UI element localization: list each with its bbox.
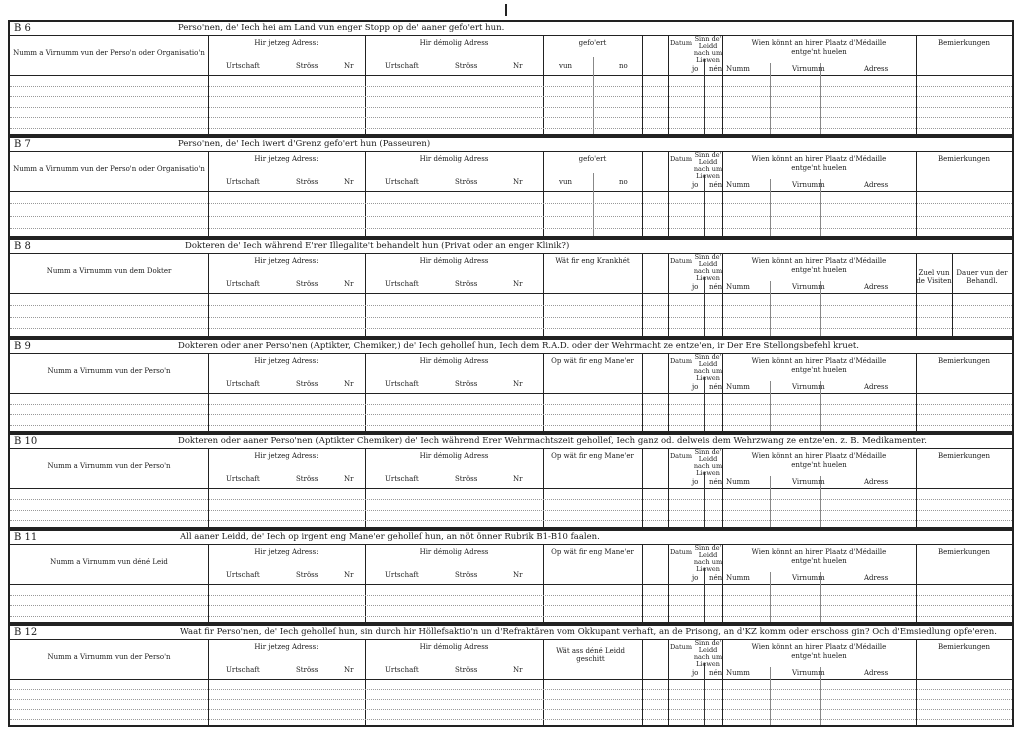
entry-line [10,499,1012,500]
column-divider [365,639,366,725]
column-divider [208,253,209,336]
entry-line [10,128,1012,129]
name-column-header: Numm a Virnumm vun der Perso'n oder Organisatio'n [13,165,205,173]
current-number-label: Nr [344,475,354,483]
current-street-label: Ströss [296,280,319,288]
former-number-label: Nr [513,280,523,288]
top-tick-mark [505,4,507,16]
medal-address-label: Adress [864,181,889,189]
medal-surname-label: Numm [726,478,750,486]
section-b12 [8,624,1014,727]
current-street-label: Ströss [296,62,319,70]
medal-firstname-label: Virnumm [792,669,825,677]
name-column-header: Numm a Virnumm vun dem Dokter [46,267,172,275]
section-code: B 6 [14,23,31,34]
former-street-label: Ströss [455,178,478,186]
medal-address-label: Adress [864,383,889,391]
section-code: B 8 [14,241,31,252]
column-divider [916,639,917,725]
medal-firstname-label: Virnumm [792,574,825,582]
current-street-label: Ströss [296,380,319,388]
section-header [10,22,1012,36]
no-label: nén [709,669,723,677]
current-address-header: Hir jetzeg Adress: [254,39,319,47]
former-place-label: Urtschaft [385,380,419,388]
column-divider [952,253,953,336]
current-place-label: Urtschaft [226,380,260,388]
column-divider [642,353,643,431]
section-title: Dokteren de' Iech während E'rer Illegalite't behandelt hun (Privat oder an enger Klinik?) [185,241,570,251]
yes-no-divider [704,175,705,236]
former-number-label: Nr [513,178,523,186]
section-title: All aaner Leidd, de' Iech op irgent eng Mane'er geholleſ hun, an nöt önner Rubrik B1-B10 faalen. [180,532,600,542]
section-title: Waat fir Perso'nen, de' Iech geholleſ hun, sin durch hir Höllefsaktio'n un d'Refraktären vom Okkupant verhaft, an de Prisong, an d'KZ komm oder erschoss gin? Och d'Emsiedlung opfe'eren. [180,627,997,637]
column-divider [208,151,209,236]
date-column-header: Datum [669,39,693,47]
current-place-label: Urtschaft [226,280,260,288]
section-b9 [8,338,1014,433]
medal-firstname-label: Virnumm [792,65,825,73]
current-number-label: Nr [344,666,354,674]
former-address-header: Hir démolig Adress [419,357,489,365]
yes-label: jo [692,383,699,391]
entry-line [10,425,1012,426]
column-divider [642,35,643,134]
middle-column-header: gefo'ert [578,39,607,47]
medal-surname-label: Numm [726,283,750,291]
middle-column-header: Op wät fir eng Mane'er [551,452,634,460]
column-divider [668,151,669,236]
no-label: nén [709,181,723,189]
column-header-divider [10,679,1012,680]
former-address-header: Hir démolig Adress [419,155,489,163]
column-divider [642,639,643,725]
surname-divider [770,572,771,622]
entry-line [10,305,1012,306]
column-divider [365,253,366,336]
medal-firstname-label: Virnumm [792,383,825,391]
medal-address-label: Adress [864,283,889,291]
section-header [10,435,1012,449]
entry-line [10,709,1012,710]
former-number-label: Nr [513,62,523,70]
yes-label: jo [692,181,699,189]
date-column-header: Datum [669,548,693,556]
current-number-label: Nr [344,280,354,288]
medal-firstname-label: Virnumm [792,478,825,486]
questionnaire-form [8,0,1014,731]
column-divider [208,639,209,725]
former-number-label: Nr [513,475,523,483]
name-column-header: Numm a Virnumm vun der Perso'n oder Organisatio'n [13,49,205,57]
entry-line [10,414,1012,415]
section-title: Perso'nen, de' Iech hei am Land vun enger Stopp op de' aaner gefo'ert hun. [178,23,505,33]
entry-line [10,605,1012,606]
no-label: nén [709,574,723,582]
current-address-header: Hir jetzeg Adress: [254,257,319,265]
former-place-label: Urtschaft [385,571,419,579]
column-divider [916,253,917,336]
date-column-header: Datum [669,155,693,163]
current-place-label: Urtschaft [226,571,260,579]
former-number-label: Nr [513,571,523,579]
surname-divider [770,667,771,725]
current-place-label: Urtschaft [226,666,260,674]
section-header [10,531,1012,545]
section-title: Dokteren oder aaner Perso'nen (Aptikter Chemiker) de' Iech während Erer Wehrmachtszeit geholleſ, Iech ganz od. delweis dem Wehrzwang ze entze'en. z. B. Medikamenter. [178,436,927,446]
medal-address-label: Adress [864,669,889,677]
former-place-label: Urtschaft [385,475,419,483]
alive-column-header: Sinn de' Leidd nach um Liewen [693,544,723,573]
surname-divider [770,381,771,431]
column-header-divider [10,191,1012,192]
current-street-label: Ströss [296,571,319,579]
remarks-column-header: Bemierkungen [937,155,991,163]
section-header [10,626,1012,640]
yes-label: jo [692,574,699,582]
medal-firstname-label: Virnumm [792,283,825,291]
medal-column-header: Wien könnt an hirer Plaatz d'Médaille entge'nt huelen [751,357,887,374]
column-divider [668,253,669,336]
current-number-label: Nr [344,571,354,579]
column-divider [543,151,544,236]
from-label: vun [559,62,572,70]
section-code: B 12 [14,627,38,638]
date-column-header: Datum [669,452,693,460]
current-street-label: Ströss [296,178,319,186]
column-divider [365,151,366,236]
former-address-header: Hir démolig Adress [419,643,489,651]
former-street-label: Ströss [455,475,478,483]
no-label: nén [709,283,723,291]
name-column-header: Numm a Virnumm vun der Perso'n [47,462,171,470]
column-divider [916,35,917,134]
medal-surname-label: Numm [726,574,750,582]
current-place-label: Urtschaft [226,178,260,186]
entry-line [10,595,1012,596]
current-address-header: Hir jetzeg Adress: [254,548,319,556]
yes-label: jo [692,65,699,73]
section-code: B 10 [14,436,38,447]
no-label: nén [709,478,723,486]
date-column-header: Datum [669,357,693,365]
section-code: B 7 [14,139,31,150]
section-b7 [8,136,1014,238]
column-divider [642,253,643,336]
medal-column-header: Wien könnt an hirer Plaatz d'Médaille entge'nt huelen [751,643,887,660]
former-address-header: Hir démolig Adress [419,39,489,47]
entry-line [10,203,1012,204]
name-column-header: Numm a Virnumm vun der Perso'n [47,653,171,661]
former-street-label: Ströss [455,380,478,388]
former-street-label: Ströss [455,280,478,288]
alive-column-header: Sinn de' Leidd nach um Liewen [693,35,723,64]
entry-line [10,689,1012,690]
remarks-column-header: Bemierkungen [937,452,991,460]
remarks-column-header: Bemierkungen [937,643,991,651]
middle-column-header: Wät fir eng Krankhét [555,257,630,265]
medal-surname-label: Numm [726,65,750,73]
column-header-divider [10,488,1012,489]
medal-address-label: Adress [864,65,889,73]
section-b8 [8,238,1014,338]
column-divider [543,253,544,336]
section-b10 [8,433,1014,529]
entry-line [10,328,1012,329]
remarks-column-header: Bemierkungen [937,548,991,556]
date-column-header: Datum [669,257,693,265]
current-street-label: Ströss [296,475,319,483]
column-divider [668,35,669,134]
section-code: B 9 [14,341,31,352]
section-code: B 11 [14,532,38,543]
yes-label: jo [692,283,699,291]
alive-column-header: Sinn de' Leidd nach um Liewen [693,448,723,477]
current-number-label: Nr [344,62,354,70]
no-label: nén [709,65,723,73]
entry-line [10,520,1012,521]
column-divider [642,448,643,527]
entry-line [10,96,1012,97]
column-divider [642,544,643,622]
medal-surname-label: Numm [726,181,750,189]
column-header-divider [10,75,1012,76]
section-b11 [8,529,1014,624]
former-street-label: Ströss [455,62,478,70]
entry-line [10,317,1012,318]
former-address-header: Hir démolig Adress [419,548,489,556]
section-header [10,138,1012,152]
middle-column-header: Op wät fir eng Mane'er [551,357,634,365]
to-label: no [619,62,628,70]
middle-column-header: Op wät fir eng Mane'er [551,548,634,556]
middle-column-header: gefo'ert [578,155,607,163]
middle-column-header: Wät ass déné Leidd geschitt [556,647,625,663]
alive-column-header: Sinn de' Leidd nach um Liewen [693,253,723,282]
treatment-duration-header: Dauer vun der Behandl. [956,269,1008,285]
medal-column-header: Wien könnt an hirer Plaatz d'Médaille entge'nt huelen [751,548,887,565]
medal-column-header: Wien könnt an hirer Plaatz d'Médaille entge'nt huelen [751,155,887,172]
surname-divider [770,63,771,134]
current-place-label: Urtschaft [226,62,260,70]
column-header-divider [10,393,1012,394]
remarks-column-header: Bemierkungen [937,357,991,365]
entry-line [10,86,1012,87]
medal-firstname-label: Virnumm [792,181,825,189]
medal-address-label: Adress [864,478,889,486]
medal-column-header: Wien könnt an hirer Plaatz d'Médaille entge'nt huelen [751,452,887,469]
medal-column-header: Wien könnt an hirer Plaatz d'Médaille entge'nt huelen [751,39,887,56]
section-title: Dokteren oder aner Perso'nen (Aptikter, Chemiker,) de' Iech geholleſ hun, Iech dem R.A.D. oder der Wehrmacht ze entze'en, ir Der Ere Stellongsbefehl kruet. [178,341,859,351]
entry-line [10,719,1012,720]
firstname-divider [820,63,821,134]
section-header [10,340,1012,354]
yes-no-divider [704,663,705,725]
name-column-header: Numm a Virnumm vun der Perso'n [47,367,171,375]
former-address-header: Hir démolig Adress [419,452,489,460]
alive-column-header: Sinn de' Leidd nach um Liewen [693,353,723,382]
current-street-label: Ströss [296,666,319,674]
no-label: nén [709,383,723,391]
medal-surname-label: Numm [726,669,750,677]
name-column-header: Numm a Virnumm vun déné Leid [50,558,168,566]
visits-column-header: Zuel vun de Visiten [916,269,952,285]
section-b6 [8,20,1014,136]
former-street-label: Ströss [455,666,478,674]
former-place-label: Urtschaft [385,62,419,70]
column-divider [916,151,917,236]
current-address-header: Hir jetzeg Adress: [254,155,319,163]
former-number-label: Nr [513,380,523,388]
current-number-label: Nr [344,380,354,388]
column-header-divider [10,293,1012,294]
column-divider [642,151,643,236]
current-number-label: Nr [344,178,354,186]
to-label: no [619,178,628,186]
entry-line [10,616,1012,617]
medal-column-header: Wien könnt an hirer Plaatz d'Médaille entge'nt huelen [751,257,887,274]
alive-column-header: Sinn de' Leidd nach um Liewen [693,639,723,668]
former-place-label: Urtschaft [385,666,419,674]
current-address-header: Hir jetzeg Adress: [254,452,319,460]
medal-surname-label: Numm [726,383,750,391]
entry-line [10,404,1012,405]
former-street-label: Ströss [455,571,478,579]
column-divider [668,639,669,725]
entry-line [10,510,1012,511]
section-header [10,240,1012,254]
column-divider [543,35,544,134]
entry-line [10,117,1012,118]
current-address-header: Hir jetzeg Adress: [254,643,319,651]
current-place-label: Urtschaft [226,475,260,483]
entry-line [10,107,1012,108]
former-place-label: Urtschaft [385,178,419,186]
former-number-label: Nr [513,666,523,674]
former-place-label: Urtschaft [385,280,419,288]
column-divider [365,35,366,134]
yes-label: jo [692,478,699,486]
date-column-header: Datum [669,643,693,651]
column-divider [208,35,209,134]
entry-line [10,216,1012,217]
yes-label: jo [692,669,699,677]
alive-column-header: Sinn de' Leidd nach um Liewen [693,151,723,180]
section-title: Perso'nen, de' Iech iwert d'Grenz gefo'ert hun (Passeuren) [178,139,431,149]
from-to-divider [593,173,594,236]
column-header-divider [10,584,1012,585]
from-label: vun [559,178,572,186]
medal-address-label: Adress [864,574,889,582]
entry-line [10,699,1012,700]
remarks-column-header: Bemierkungen [937,39,991,47]
current-address-header: Hir jetzeg Adress: [254,357,319,365]
former-address-header: Hir démolig Adress [419,257,489,265]
entry-line [10,228,1012,229]
